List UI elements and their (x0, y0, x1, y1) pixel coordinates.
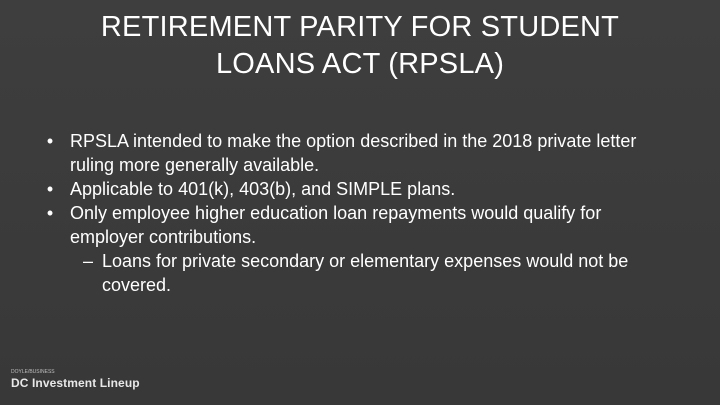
bullet-text: Applicable to 401(k), 403(b), and SIMPLE plans. (70, 179, 456, 199)
bullet-marker: • (46, 203, 54, 223)
bullet-item-3 (40, 201, 680, 297)
slide-title-line-2: LOANS ACT (RPSLA) (215, 48, 505, 80)
footer-small-text: DOYLE/BUSINESS (11, 369, 55, 375)
sub-bullet-marker: – (82, 251, 93, 271)
bullet-text: Only employee higher education loan repayments would qualify for employer contributions. (70, 203, 602, 247)
slide-title (60, 9, 660, 83)
bullet-item-1 (40, 129, 680, 177)
slide-title-line-1: RETIREMENT PARITY FOR STUDENT (100, 11, 620, 43)
bullet-marker: • (46, 131, 54, 151)
bullet-text: RPSLA intended to make the option described in the 2018 private letter ruling more generally available. (70, 131, 637, 175)
footer-brand: DC Investment Lineup (11, 376, 140, 390)
bullet-item-2 (40, 177, 680, 201)
sub-bullet-item-1 (70, 249, 680, 297)
sub-bullet-list (70, 249, 680, 297)
sub-bullet-text: Loans for private secondary or elementary expenses would not be covered. (102, 251, 629, 295)
bullet-list (40, 129, 680, 297)
footer-logo (11, 369, 151, 395)
bullet-marker: • (46, 179, 54, 199)
